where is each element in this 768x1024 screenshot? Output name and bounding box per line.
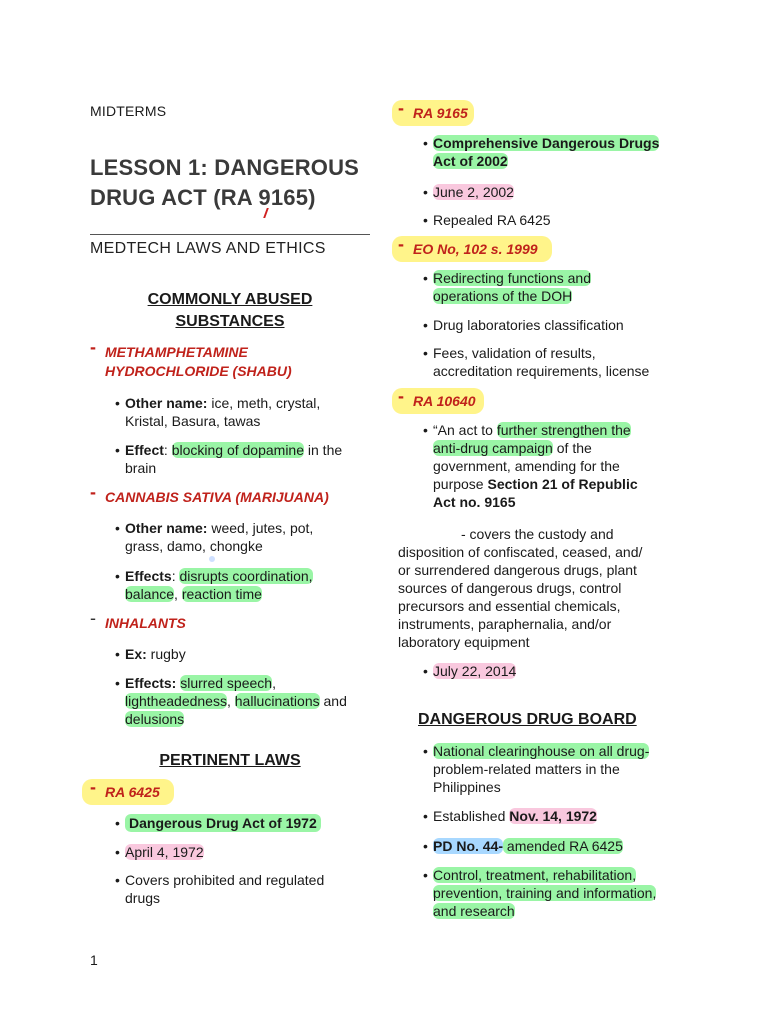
bullet-ddb-established: • Established Nov. 14, 1972	[423, 808, 597, 824]
bullet-ra9165-title: • Comprehensive Dangerous Drugs Act of 2002	[423, 135, 660, 169]
bullet-ra9165-repealed: • Repealed RA 6425	[423, 212, 551, 228]
course-subtitle: MEDTECH LAWS AND ETHICS	[90, 240, 326, 257]
page-number: 1	[90, 952, 98, 968]
bullet-ra10640-date: • July 22, 2014	[423, 663, 517, 679]
bullet-shabu-other-name: • Other name: ice, meth, crystal, Kristal, Basura, tawas	[115, 395, 321, 429]
bullet-ra6425-date: • April 4, 1972	[115, 844, 204, 860]
section-heading-dangerous-drug-board: DANGEROUS DRUG BOARD	[418, 711, 637, 728]
bullet-ddb-clearinghouse: • National clearinghouse on all drug- problem-related matters in the Philippines	[423, 743, 650, 795]
bullet-ddb-functions: • Control, treatment, rehabilitation, prevention, training and information, and research	[423, 867, 657, 919]
drug-heading-shabu: - METHAMPHETAMINE HYDROCHLORIDE (SHABU)	[90, 337, 292, 379]
midterms-label: MIDTERMS	[90, 103, 167, 119]
bullet-marijuana-other-name: • Other name: weed, jutes, pot, grass, damo, chongke	[115, 520, 314, 554]
bullet-ddb-pd44: • PD No. 44- amended RA 6425	[423, 838, 623, 854]
bullet-marijuana-effects: • Effects: disrupts coordination, balance, reaction time	[115, 568, 313, 602]
law-heading-ra10640: - RA 10640	[398, 392, 688, 412]
section-heading-pertinent-laws: PERTINENT LAWS	[159, 752, 301, 769]
bullet-ra6425-scope: • Covers prohibited and regulated drugs	[115, 872, 325, 906]
bullet-ra10640-description: • “An act to further strengthen the anti-drug campaign of the government, amending for the purpose Section 21 of Republic Act no. 9165	[423, 422, 638, 510]
red-pen-mark	[263, 208, 275, 218]
title-divider	[90, 234, 370, 235]
section-heading-commonly-abused: COMMONLY ABUSED SUBSTANCES	[147, 291, 313, 330]
bullet-inhalants-effects: • Effects: slurred speech, lightheadedness, hallucinations and delusions	[115, 675, 347, 727]
bullet-eo102-fees: • Fees, validation of results, accreditation requirements, license	[423, 345, 650, 379]
law-heading-eo102: - EO No, 102 s. 1999	[398, 240, 688, 260]
bullet-eo102-classification: • Drug laboratories classification	[423, 317, 624, 333]
bullet-shabu-effect: • Effect: blocking of dopamine in the brain	[115, 442, 343, 476]
bullet-inhalants-example: • Ex: rugby	[115, 646, 186, 662]
drug-heading-marijuana: - CANNABIS SATIVA (MARIJUANA)	[90, 482, 329, 505]
lesson-title: LESSON 1: DANGEROUS DRUG ACT (RA 9165)	[90, 155, 360, 210]
bullet-ra6425-title: • Dangerous Drug Act of 1972	[125, 814, 375, 832]
law-heading-ra9165: - RA 9165	[398, 104, 688, 124]
bullet-ra9165-date: • June 2, 2002	[423, 184, 514, 200]
blue-ink-dot	[209, 556, 215, 562]
ra10640-coverage-paragraph: - covers the custody and disposition of confiscated, ceased, and/ or surrendered dangerous drugs, plant sources of dangerous drugs, control precursors and essential chemicals, instruments, paraphernalia, and/or laboratory equipment	[398, 526, 643, 650]
law-heading-ra6425: - RA 6425	[90, 783, 370, 803]
bullet-eo102-functions: • Redirecting functions and operations of the DOH	[423, 270, 591, 304]
drug-heading-inhalants: - INHALANTS	[90, 608, 186, 631]
